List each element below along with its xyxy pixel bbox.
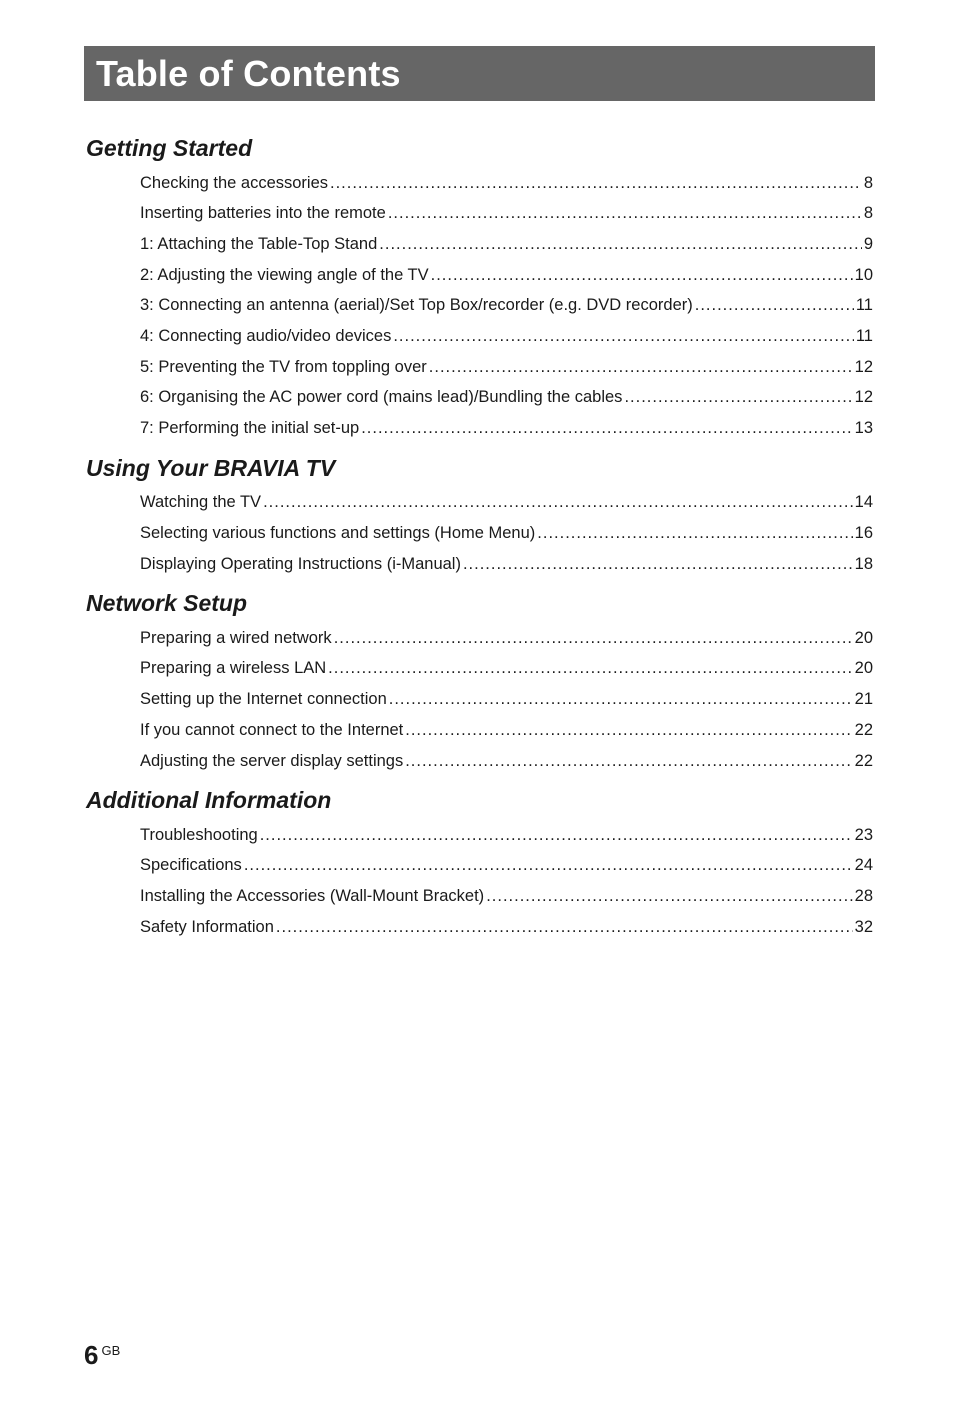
toc-entry-page: 20	[854, 629, 873, 647]
dot-leader	[486, 885, 852, 907]
toc-entry-page: 9	[863, 235, 873, 253]
dot-leader	[695, 294, 854, 316]
section-heading-using-your-bravia-tv: Using Your BRAVIA TV	[86, 455, 336, 481]
toc-entry-label: If you cannot connect to the Internet	[140, 721, 404, 739]
toc-entry[interactable]	[140, 916, 873, 938]
toc-entry[interactable]	[140, 491, 873, 513]
title-bar	[84, 46, 875, 101]
toc-entry-label: 6: Organising the AC power cord (mains lead)/Bundling the cables	[140, 388, 623, 406]
dot-leader	[405, 750, 852, 772]
dot-leader	[263, 491, 853, 513]
toc-entry[interactable]	[140, 417, 873, 439]
toc-entry[interactable]	[140, 657, 873, 679]
toc-entry[interactable]	[140, 264, 873, 286]
toc-entry-page: 20	[854, 659, 873, 677]
dot-leader	[244, 854, 853, 876]
section-heading-network-setup: Network Setup	[86, 590, 248, 616]
footer-region-code: GB	[101, 1343, 121, 1358]
toc-entry-label: Preparing a wireless LAN	[140, 659, 327, 677]
toc-entry[interactable]	[140, 553, 873, 575]
toc-entry[interactable]	[140, 824, 873, 846]
dot-leader	[276, 916, 853, 938]
dot-leader	[389, 688, 853, 710]
dot-leader	[463, 553, 853, 575]
dot-leader	[330, 172, 862, 194]
footer-page-number: 6	[84, 1340, 99, 1370]
toc-entry-page: 14	[854, 493, 873, 511]
toc-entry-page: 12	[854, 388, 873, 406]
toc-entry[interactable]	[140, 719, 873, 741]
dot-leader	[379, 233, 862, 255]
toc-entry-page: 13	[854, 419, 873, 437]
toc-entry[interactable]	[140, 172, 873, 194]
toc-entry-page: 24	[854, 856, 873, 874]
toc-entry-page: 22	[854, 721, 873, 739]
dot-leader	[328, 657, 852, 679]
toc-entry-label: Safety Information	[140, 918, 274, 936]
dot-leader	[393, 325, 854, 347]
toc-entry[interactable]	[140, 325, 873, 347]
dot-leader	[429, 356, 853, 378]
toc-entry-label: Installing the Accessories (Wall-Mount Bracket)	[140, 887, 485, 905]
toc-entry-page: 11	[855, 327, 873, 345]
page-footer	[84, 1340, 120, 1371]
toc-entry[interactable]	[140, 356, 873, 378]
toc-entry-page: 8	[863, 204, 873, 222]
dot-leader	[334, 627, 853, 649]
dot-leader	[405, 719, 852, 741]
toc-entry[interactable]	[140, 750, 873, 772]
toc-entry-page: 16	[854, 524, 873, 542]
toc-entry-page: 18	[854, 555, 873, 573]
section-heading-additional-information: Additional Information	[86, 787, 332, 813]
toc-entry-page: 11	[855, 296, 873, 314]
toc-entry-page: 22	[854, 752, 873, 770]
toc-entry-label: Preparing a wired network	[140, 629, 332, 647]
toc-entry-page: 8	[863, 174, 873, 192]
toc-entry[interactable]	[140, 202, 873, 224]
toc-entry[interactable]	[140, 688, 873, 710]
toc-entry-label: 4: Connecting audio/video devices	[140, 327, 392, 345]
toc-entry-label: 2: Adjusting the viewing angle of the TV	[140, 266, 429, 284]
toc-entry[interactable]	[140, 854, 873, 876]
toc-entry-label: 3: Connecting an antenna (aerial)/Set Top Box/recorder (e.g. DVD recorder)	[140, 296, 693, 314]
dot-leader	[624, 386, 852, 408]
toc-entry-label: Selecting various functions and settings (Home Menu)	[140, 524, 536, 542]
toc-entry-label: 5: Preventing the TV from toppling over	[140, 358, 427, 376]
toc-entry[interactable]	[140, 386, 873, 408]
toc-entry-label: Displaying Operating Instructions (i-Manual)	[140, 555, 461, 573]
toc-entry-label: Troubleshooting	[140, 826, 258, 844]
dot-leader	[431, 264, 853, 286]
dot-leader	[361, 417, 852, 439]
toc-entry-label: Adjusting the server display settings	[140, 752, 404, 770]
toc-entry[interactable]	[140, 294, 873, 316]
toc-entry-label: Watching the TV	[140, 493, 262, 511]
toc-entry-label: 7: Performing the initial set-up	[140, 419, 360, 437]
dot-leader	[388, 202, 862, 224]
toc-entry[interactable]	[140, 885, 873, 907]
toc-entry-page: 28	[854, 887, 873, 905]
toc-entry-page: 10	[854, 266, 873, 284]
page-title: Table of Contents	[96, 53, 401, 94]
toc-entry-page: 23	[854, 826, 873, 844]
toc-entry-label: Inserting batteries into the remote	[140, 204, 386, 222]
toc-entry-label: 1: Attaching the Table-Top Stand	[140, 235, 378, 253]
toc-entry[interactable]	[140, 627, 873, 649]
toc-entry-page: 21	[854, 690, 873, 708]
toc-entry-label: Checking the accessories	[140, 174, 329, 192]
dot-leader	[260, 824, 853, 846]
toc-entry-label: Setting up the Internet connection	[140, 690, 387, 708]
toc-entry-page: 12	[854, 358, 873, 376]
section-heading-getting-started: Getting Started	[86, 135, 253, 161]
toc-entry-label: Specifications	[140, 856, 242, 874]
toc-entry[interactable]	[140, 522, 873, 544]
toc-entry-page: 32	[854, 918, 873, 936]
toc-entry[interactable]	[140, 233, 873, 255]
dot-leader	[537, 522, 852, 544]
